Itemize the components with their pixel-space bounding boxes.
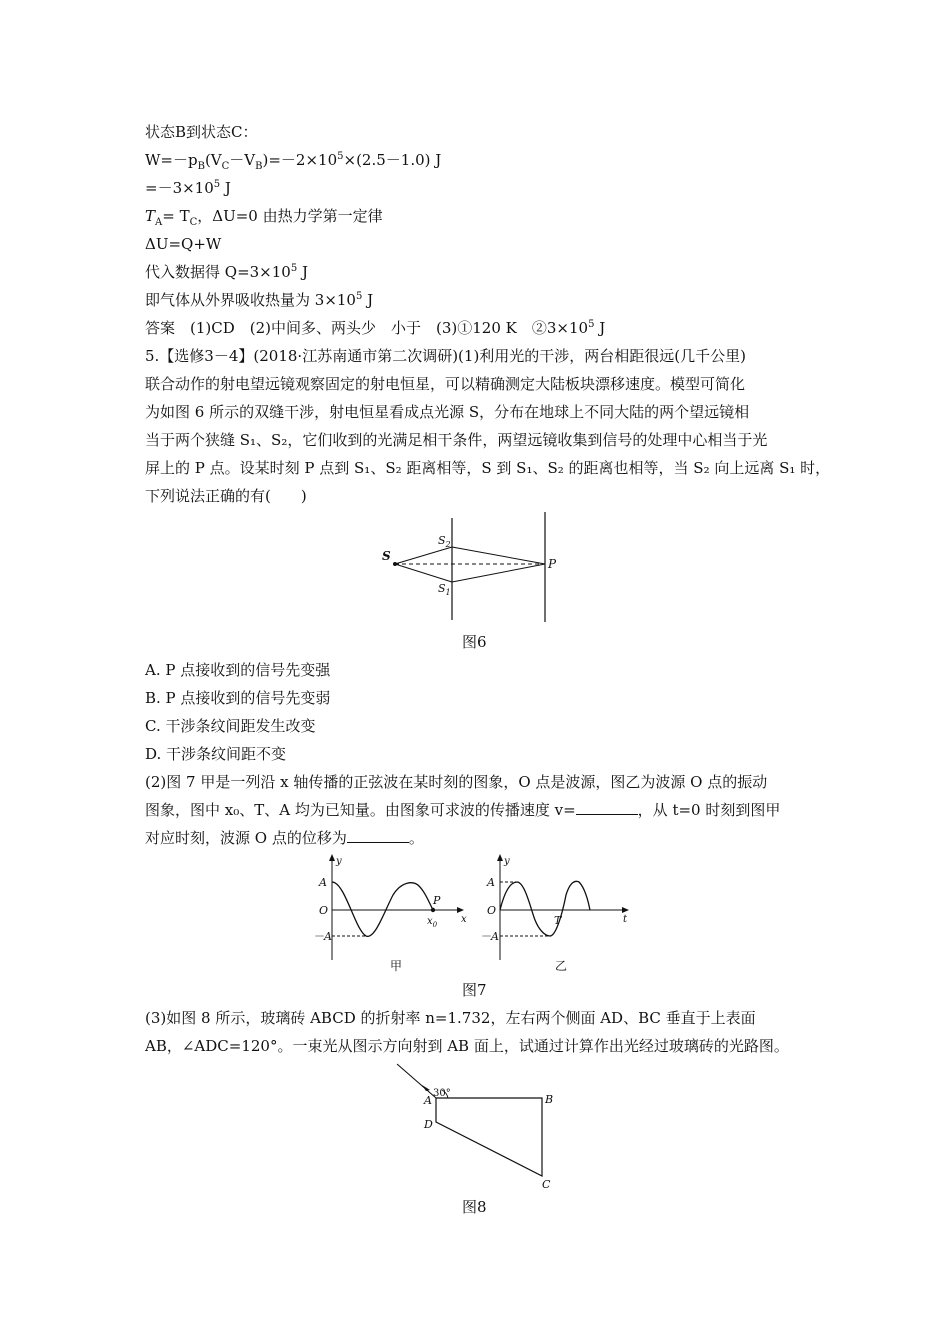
label-c: C	[542, 1178, 551, 1191]
y-axis-arrow	[497, 854, 503, 861]
t-axis-arrow	[622, 907, 629, 913]
label-neg-a: －A	[480, 930, 499, 943]
ray-s2-p	[452, 547, 545, 564]
point-source-dot	[393, 562, 397, 566]
q5-line-4: 当于两个狭缝 S₁、S₂，它们收到的光满足相干条件，两望远镜收集到信号的处理中心相当于光	[145, 431, 768, 449]
brick-outline	[436, 1098, 542, 1176]
ray-s-s2	[395, 547, 452, 564]
q5-line-6: 下列说法正确的有( )	[145, 487, 307, 505]
label-a: A	[487, 876, 495, 889]
label-a: A	[319, 876, 327, 889]
q5-line-3: 为如图 6 所示的双缝干涉，射电恒星看成点光源 S，分布在地球上不同大陆的两个望远镜相	[145, 403, 750, 421]
q5-line-2: 联合动作的射电望远镜观察固定的射电恒星，可以精确测定大陆板块漂移速度。模型可简化	[145, 375, 746, 393]
solution-substitute: 代入数据得 $Q=3\times 10^5$ J	[145, 263, 308, 281]
wave-curve	[332, 882, 433, 936]
vibration-curve	[500, 881, 590, 936]
y-axis-arrow	[329, 854, 335, 861]
figure-7-caption: 图7	[462, 981, 487, 999]
label-yi: 乙	[555, 959, 568, 973]
q2-line-2: 图象，图中 x₀、T、A 均为已知量。由图象可求波的传播速度 v= ，从 t=0 时刻到图甲	[145, 801, 781, 819]
solution-answer: 答案 (1)CD (2)中间多、两头少 小于 (3)①120 K $②3\times 10^5$ J	[145, 319, 606, 337]
figure-7-vibration-graph	[475, 850, 640, 975]
figure-8-glass-brick	[390, 1060, 565, 1190]
label-p: P	[433, 894, 441, 907]
q3-line-2: AB，∠ADC=120°。一束光从图示方向射到 AB 面上，试通过计算作出光经过玻璃砖的光路图。	[145, 1037, 789, 1055]
label-o: O	[487, 904, 497, 917]
figure-6-caption: 图6	[462, 633, 487, 651]
label-y: y	[504, 856, 510, 867]
q2-line-1: (2)图 7 甲是一列沿 x 轴传播的正弦波在某时刻的图象，O 点是波源，图乙为波源 O 点的振动	[145, 773, 768, 791]
figure-7-wave-graph	[305, 850, 475, 975]
ray-arrow	[422, 1085, 430, 1091]
q3-line-1: (3)如图 8 所示，玻璃砖 ABCD 的折射率 n=1.732，左右两个侧面 AD、BC 垂直于上表面	[145, 1009, 756, 1027]
label-x0: $x_0$	[427, 916, 438, 929]
label-d: D	[424, 1118, 433, 1131]
solution-first-law: ΔU=Q+W	[145, 235, 222, 253]
label-angle: 30°	[433, 1088, 451, 1099]
q5-intro: 5.【选修3－4】(2018·江苏南通市第二次调研)(1)利用光的干涉，两台相距很远(几千公里)	[145, 347, 746, 365]
answer-blank-displacement[interactable]	[347, 828, 409, 843]
x-axis-arrow	[457, 907, 464, 913]
label-s: S	[382, 549, 391, 563]
label-y: y	[336, 856, 342, 867]
label-t: t	[623, 914, 628, 925]
option-d: D. 干涉条纹间距不变	[145, 745, 287, 763]
label-a: A	[424, 1094, 432, 1107]
label-t-period: T	[554, 914, 562, 927]
solution-work: $W=-p_B(V_C-V_B)=-2\times 10^5\times(2.5-1.0)$ J	[145, 151, 442, 172]
point-p-dot	[431, 908, 435, 912]
option-a: A. P 点接收到的信号先变强	[145, 661, 331, 679]
option-b: B. P 点接收到的信号先变弱	[145, 689, 331, 707]
q2-line-3: 对应时刻，波源 O 点的位移为 。	[145, 829, 424, 847]
ray-s1-p	[452, 564, 545, 582]
label-b: B	[545, 1093, 554, 1106]
figure-8-caption: 图8	[462, 1198, 487, 1216]
label-s2: $S_2$	[438, 534, 451, 549]
label-jia: 甲	[390, 959, 403, 973]
ray-s-s1	[395, 564, 452, 582]
answer-blank-speed[interactable]	[576, 800, 638, 815]
solution-absorb: 即气体从外界吸收热量为 $3\times 10^5$ J	[145, 291, 374, 309]
label-p: P	[548, 557, 557, 571]
label-x: x	[461, 914, 467, 925]
solution-state-bc: 状态B到状态C：	[145, 123, 258, 141]
solution-work-result: $=-3\times 10^5$ J	[145, 179, 231, 197]
incident-light-ray	[397, 1064, 436, 1098]
label-s1: $S_1$	[438, 582, 451, 597]
q5-line-5: 屏上的 P 点。设某时刻 P 点到 S₁、S₂ 距离相等，S 到 S₁、S₂ 的距离也相等，当 S₂ 向上远离 S₁ 时，	[145, 459, 831, 477]
option-c: C. 干涉条纹间距发生改变	[145, 717, 316, 735]
label-o: O	[319, 904, 329, 917]
figure-6-double-slit	[380, 510, 580, 625]
label-neg-a: －A	[313, 930, 332, 943]
solution-temperature: $T_A= T_C$，ΔU=0 由热力学第一定律	[145, 207, 383, 228]
